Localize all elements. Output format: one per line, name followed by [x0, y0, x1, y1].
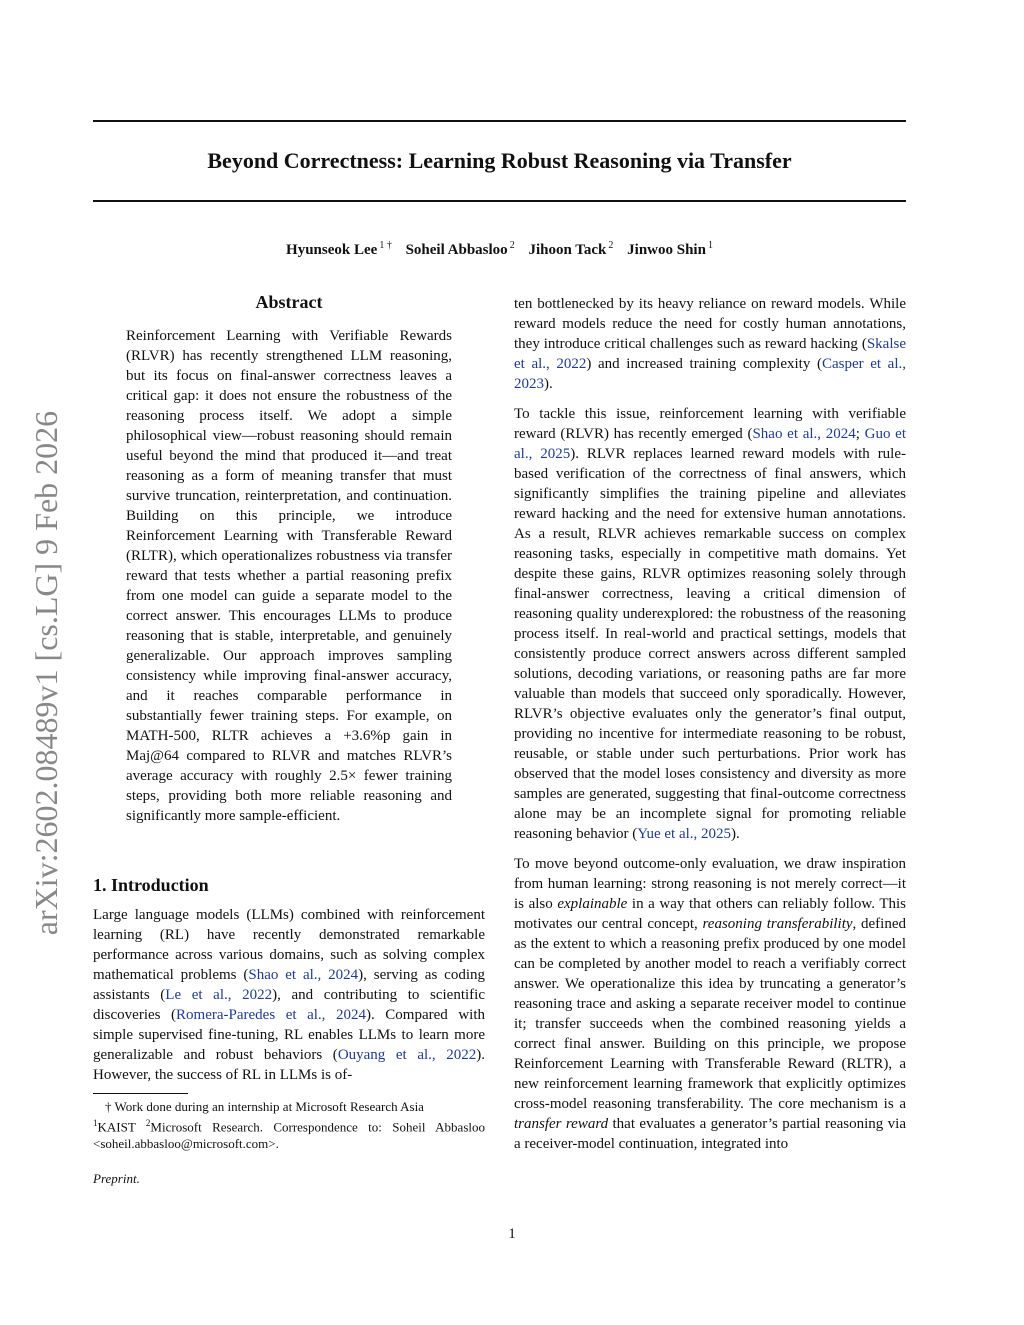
footnote-affiliations: [93, 1115, 485, 1152]
emphasis-text: reasoning transferability: [702, 916, 853, 932]
paragraph-text: ). However, the success of RL in LLMs is of-: [93, 1047, 485, 1083]
left-column: [93, 290, 485, 1187]
paragraph-text: ). RLVR replaces learned reward models with rule-based verification of the correctness of final answers, which significantly simplifies the training pipeline and alleviates reward hacking and the need for extensive human annotations. As a result, RLVR achieves remarkable success on complex reasoning tasks, especially in competitive math domains. Yet despite these gains, RLVR optimizes reasoning solely through final-answer correctness, leaving a critical dimension of reasoning quality underexplored: the robustness of the reasoning process itself. In real-world and practical settings, models that consistently produce correct answers across different sampled solutions, decoding variations, or reasoning paths are far more valuable than models that succeed only sporadically. However, RLVR’s objective evaluates only the generator’s final output, providing no incentive for intermediate reasoning to be robust, reusable, or stable under such perturbations. Prior work has observed that the model loses consistency and diversity as more samples are generated, suggesting that final-outcome correctness alone may be an incomplete signal for promoting reliable reasoning behavior (: [514, 446, 907, 842]
footnote-rule: [93, 1093, 188, 1094]
footnotes: [93, 1098, 485, 1152]
paragraph-text: ), and contributing to scientific discoveries (: [93, 987, 485, 1023]
author: [406, 242, 515, 258]
author-affiliation: 1: [707, 240, 713, 251]
body-paragraph: [514, 404, 906, 844]
author: [528, 242, 613, 258]
paragraph-text: Large language models (LLMs) combined with reinforcement learning (RL) have recently demonstrated remarkable performance across various domains, such as solving complex mathematical problems (: [93, 907, 485, 983]
paragraph-text: ;: [855, 426, 865, 442]
paragraph-text: ) and increased training complexity (: [586, 356, 822, 372]
author-list: [93, 235, 906, 261]
affiliation-correspondence: Microsoft Research. Correspondence to: Soheil Abbasloo <soheil.abbasloo@microsoft.com>.: [93, 1119, 485, 1152]
citation-link[interactable]: Ouyang et al., 2022: [337, 1047, 477, 1063]
author-name: Jinwoo Shin: [627, 242, 706, 258]
right-column: [514, 294, 906, 1154]
abstract-body: Reinforcement Learning with Verifiable Rewards (RLVR) has recently strengthened LLM reasoning, but its focus on final-answer correctness leaves a critical gap: it does not ensure the robustness of the reasoning process itself. We adopt a simple philosophical view—robust reasoning should remain useful beyond the mind that produced it—and treat reasoning as a form of meaning transfer that must survive truncation, reinterpretation, and continuation. Building on this principle, we introduce Reinforcement Learning with Transferable Reward (RLTR), which operationalizes robustness via transfer reward that tests whether a partial reasoning prefix from one model can guide a separate model to the correct answer. This encourages LLMs to produce reasoning that is stable, interpretable, and genuinely generalizable. Our approach improves sampling consistency while improving final-answer accuracy, and it reaches comparable performance in substantially fewer training steps. For example, on MATH-500, RLTR achieves a +3.6%p gain in Maj@64 compared to RLVR and matches RLVR’s average accuracy with roughly 2.5× fewer training steps, providing both more reliable reasoning and significantly more sample-efficient.: [126, 328, 452, 824]
citation-link[interactable]: Casper et al., 2023: [514, 356, 907, 392]
paragraph-text: To move beyond outcome-only evaluation, we draw inspiration from human learning: strong reasoning is not merely correct—it is also: [514, 856, 906, 912]
citation-link[interactable]: Le et al., 2022: [165, 987, 273, 1003]
paper-title: Beyond Correctness: Learning Robust Reasoning via Transfer: [207, 148, 792, 173]
section-heading-introduction: 1. Introduction: [93, 875, 209, 895]
arxiv-identifier: arXiv:2602.08489v1 [cs.LG] 9 Feb 2026: [28, 410, 64, 936]
intro-paragraph: [93, 905, 485, 1085]
title-rule-top: [93, 120, 906, 122]
paragraph-text: To tackle this issue, reinforcement learning with verifiable reward (RLVR) has recently emerged (: [514, 406, 906, 442]
author: [286, 242, 392, 258]
preprint-label: Preprint.: [93, 1171, 140, 1187]
citation-link[interactable]: Yue et al., 2025: [637, 826, 732, 842]
author-name: Jihoon Tack: [528, 242, 607, 258]
author-affiliation: 2: [608, 240, 614, 251]
paragraph-text: that evaluates a generator’s partial reasoning via a receiver-model continuation, integrated into: [514, 1116, 906, 1152]
abstract-heading: Abstract: [255, 292, 323, 312]
title-rule-bottom: [93, 200, 906, 202]
author: [627, 242, 713, 258]
affiliation-marker: 2: [145, 1118, 151, 1128]
paragraph-text: ), serving as coding assistants (: [93, 967, 485, 1003]
citation-link[interactable]: Shao et al., 2024: [248, 967, 359, 983]
emphasis-text: explainable: [557, 896, 628, 912]
affiliation-marker: 1: [93, 1118, 98, 1128]
author-name: Soheil Abbasloo: [405, 242, 508, 258]
citation-link[interactable]: Shao et al., 2024: [752, 426, 856, 442]
body-paragraph: [514, 294, 906, 394]
citation-link[interactable]: Skalse et al., 2022: [514, 336, 906, 372]
affiliation-kaist: KAIST: [97, 1119, 146, 1135]
author-affiliation: 2: [509, 240, 515, 251]
paragraph-text: , defined as the extent to which a reasoning prefix produced by one model can be completed by another model to reach a verifiably correct answer. We operationalize this idea by truncating a generator’s reasoning trace and asking a separate receiver model to continue it; transfer succeeds when the combined reasoning yields a correct final answer. Building on this principle, we propose Reinforcement Learning with Transferable Reward (RLTR), a new reinforcement learning framework that explicitly optimizes cross-model reasoning transferability. The core mechanism is a: [514, 916, 907, 1112]
body-paragraph: [514, 854, 906, 1154]
citation-link[interactable]: Romera-Paredes et al., 2024: [176, 1007, 366, 1023]
paragraph-text: ). Compared with simple supervised fine-tuning, RL enables LLMs to learn more generalizable and robust behaviors (: [93, 1007, 485, 1063]
author-name: Hyunseok Lee: [286, 242, 378, 258]
citation-link[interactable]: Guo et al., 2025: [514, 426, 907, 462]
page-number: 1: [508, 1226, 516, 1242]
emphasis-text: transfer reward: [514, 1116, 609, 1132]
paragraph-text: in a way that others can reliably follow. This motivates our central concept,: [514, 896, 906, 932]
footnote-internship: † Work done during an internship at Microsoft Research Asia: [105, 1099, 424, 1114]
paragraph-text: ).: [731, 826, 740, 842]
paragraph-text: ).: [544, 376, 553, 392]
paragraph-text: ten bottlenecked by its heavy reliance on reward models. While reward models reduce the need for costly human annotations, they introduce critical challenges such as reward hacking (: [514, 296, 906, 352]
arxiv-stamp: [20, 378, 72, 968]
author-affiliation: 1 †: [379, 240, 392, 251]
